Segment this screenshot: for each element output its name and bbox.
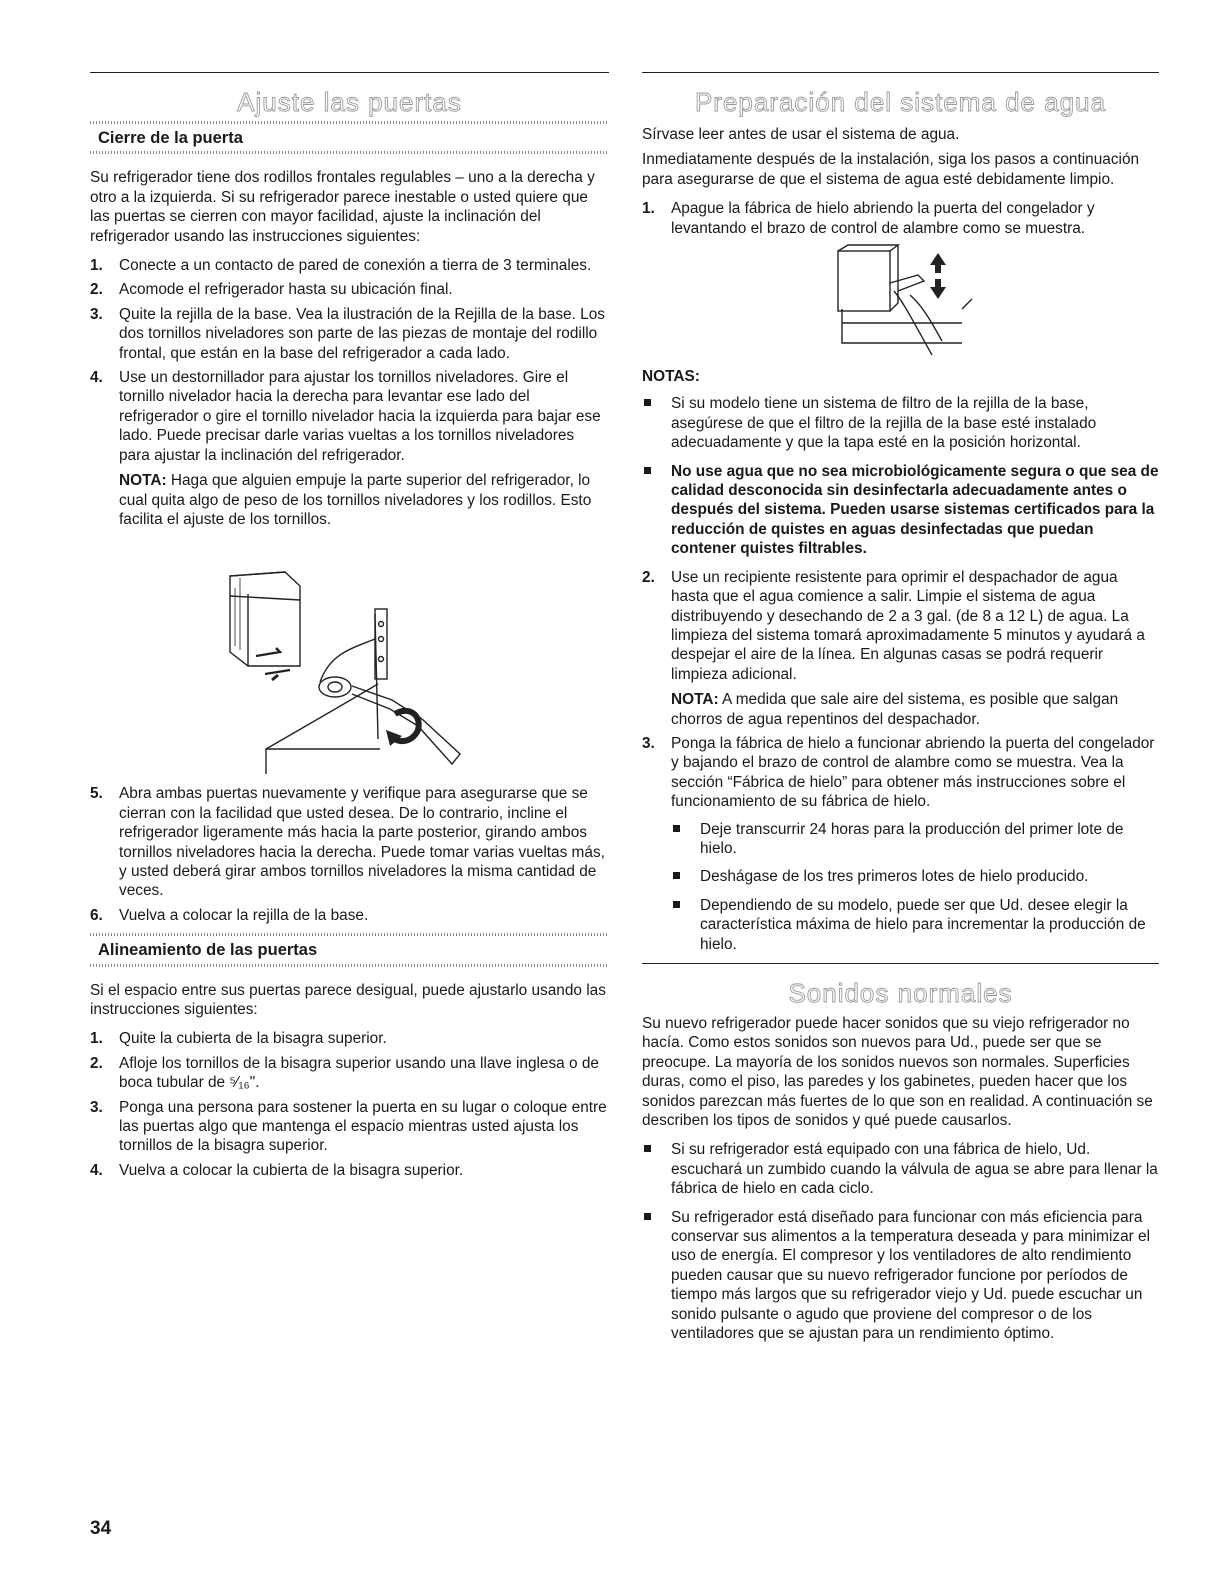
- step-number: 2.: [90, 281, 103, 299]
- section-title-preparacion: Preparación del sistema de agua: [694, 87, 1107, 117]
- sonidos-intro: Su nuevo refrigerador puede hacer sonidos que su viejo refrigerador no hacía. Como estos sonidos son nuevos para Ud., puede ser que se preocupe. La mayoría de los sonidos nuevos son normales. Superficies duras, como el piso, las paredes y los gabinetes, pueden hacer que los sonidos parezcan más fuertes de lo que son en realidad. A continuación se describen los tipos de sonidos y qué puede causarlos.: [642, 1015, 1153, 1130]
- cierre-steps: [90, 256, 609, 529]
- subheading-alineamiento: Alineamiento de las puertas: [98, 941, 318, 960]
- step-number: 3.: [642, 734, 655, 752]
- section-title-ajuste: Ajuste las puertas: [237, 87, 462, 117]
- bullet-icon: [644, 1145, 651, 1152]
- step-text: Ponga la fábrica de hielo a funcionar abriendo la puerta del congelador y bajando el brazo de control de alambre como se muestra. Vea la sección “Fábrica de hielo” para obtener más instrucciones sobre el funcionamiento de su fábrica de hielo.: [671, 734, 1155, 811]
- step-text: Vuelva a colocar la cubierta de la bisagra superior.: [119, 1161, 464, 1179]
- list-item: [90, 368, 609, 529]
- list-item: [90, 1054, 609, 1093]
- step-number: 1.: [642, 200, 655, 218]
- step-number: 4.: [90, 1161, 103, 1179]
- intro-line: Sírvase leer antes de usar el sistema de agua.: [642, 126, 960, 143]
- list-item: [642, 462, 1159, 559]
- nota: [119, 471, 609, 529]
- step-text: Ponga una persona para sostener la puerta en su lugar o coloque entre las puertas algo que mantenga el espacio mientras usted ajusta los tornillos de la bisagra superior.: [119, 1098, 607, 1155]
- bullet-icon: [673, 825, 680, 832]
- water-steps-continued: [642, 568, 1159, 954]
- list-item: [642, 1140, 1159, 1198]
- note-label: NOTA:: [119, 472, 167, 490]
- divider: [90, 964, 609, 967]
- list-item: [90, 256, 609, 275]
- sonidos-list: [642, 1140, 1159, 1343]
- note-text: A medida que sale aire del sistema, es posible que salgan chorros de agua repentinos del despachador.: [671, 691, 1119, 728]
- bullet-icon: [644, 467, 651, 474]
- step-text: Quite la cubierta de la bisagra superior.: [119, 1030, 387, 1048]
- notas-list: [642, 394, 1159, 558]
- cierre-steps-continued: [90, 784, 609, 925]
- left-column: [90, 72, 609, 1185]
- top-rule: [90, 72, 609, 73]
- step-number: 2.: [90, 1054, 103, 1072]
- list-item: [642, 394, 1159, 452]
- step-number: 2.: [642, 568, 655, 586]
- step-text: Afloje los tornillos de la bisagra superior usando una llave inglesa o de boca tubular de ⁵⁄₁₆".: [119, 1054, 599, 1092]
- bullet-icon: [644, 399, 651, 406]
- leveling-screw-illustration: [90, 534, 609, 774]
- subheading-cierre: Cierre de la puerta: [98, 129, 243, 147]
- list-item: [671, 896, 1159, 954]
- step-text: Vuelva a colocar la rejilla de la base.: [119, 906, 369, 924]
- ice-maker-arm-illustration: [642, 243, 1159, 361]
- divider: [90, 151, 609, 154]
- list-item: [90, 1161, 609, 1180]
- list-item: [90, 280, 609, 299]
- nota: [671, 690, 1159, 729]
- step-text: Abra ambas puertas nuevamente y verifique para asegurarse que se cierran con la facilidad que usted desea. De lo contrario, incline el refrigerador ligeramente más hacia la parte posterior, girando ambos tornillos niveladores hacia la derecha. Puede tomar varias vueltas más, y usted deberá girar ambos tornillos niveladores la misma cantidad de veces.: [119, 785, 605, 900]
- bullet-text: Deje transcurrir 24 horas para la producción del primer lote de hielo.: [700, 820, 1124, 857]
- list-item: [671, 867, 1159, 886]
- bullet-text: Su refrigerador está diseñado para funcionar con más eficiencia para conservar sus alimentos a la temperatura deseada y para minimizar el uso de energía. El compresor y los ventiladores de alto rendimiento pueden causar que su nuevo refrigerador funcione por períodos de tiempo más largos que su refrigerador viejo y Ud. puede escuchar un sonido pulsante o agudo que proviene del compresor o de los ventiladores que se ajustan para un rendimiento óptimo.: [671, 1208, 1151, 1343]
- step-text: Quite la rejilla de la base. Vea la ilustración de la Rejilla de la base. Los dos tornillos niveladores son parte de las piezas de montaje del rodillo frontal, que están en la base del refrigerador a cada lado.: [119, 305, 605, 362]
- list-item: [642, 1208, 1159, 1344]
- cierre-intro: Su refrigerador tiene dos rodillos frontales regulables – uno a la derecha y otro a la izquierda. Si su refrigerador parece inestable o usted quiere que las puertas se cierren con mayor facilidad, ajuste la inclinación del refrigerador usando las instrucciones siguientes:: [90, 169, 595, 245]
- step-text: Acomode el refrigerador hasta su ubicación final.: [119, 281, 453, 299]
- note-text: Haga que alguien empuje la parte superior del refrigerador, lo cual quita algo de peso de los tornillos niveladores y los rodillos. Esto facilita el ajuste de los tornillos.: [119, 472, 592, 528]
- nota-text: Si su modelo tiene un sistema de filtro de la rejilla de la base, asegúrese de que el filtro de la rejilla de la base esté instalado adecuadamente y que la tapa esté en la posición horizontal.: [671, 395, 1097, 452]
- top-rule: [642, 72, 1159, 73]
- bullet-text: Deshágase de los tres primeros lotes de hielo producido.: [700, 868, 1089, 886]
- step-text: Apague la fábrica de hielo abriendo la puerta del congelador y levantando el brazo de control de alambre como se muestra.: [671, 200, 1095, 237]
- bullet-icon: [673, 872, 680, 879]
- water-steps: [642, 199, 1159, 238]
- step-number: 3.: [90, 305, 103, 323]
- notas-heading: NOTAS:: [642, 368, 700, 386]
- step-number: 3.: [90, 1098, 103, 1116]
- bullet-icon: [673, 901, 680, 908]
- list-item: [90, 305, 609, 363]
- list-item: [642, 199, 1159, 238]
- bullet-icon: [644, 1213, 651, 1220]
- list-item: [90, 784, 609, 900]
- step-text: Use un recipiente resistente para oprimir el despachador de agua hasta que el agua comience a salir. Limpie el sistema de agua distribuyendo y desechando de 2 a 3 gal. (de 8 a 12 L) de agua. La limpieza del sistema tomará aproximadamente 5 minutos y ayudará a despejar el aire de la línea. En algunas casas se podrá requerir limpieza adicional.: [671, 568, 1145, 683]
- step-number: 1.: [90, 1030, 103, 1048]
- step-text: Conecte a un contacto de pared de conexión a tierra de 3 terminales.: [119, 257, 592, 275]
- bullet-text: Si su refrigerador está equipado con una fábrica de hielo, Ud. escuchará un zumbido cuando la válvula de agua se abre para llenar la fábrica de hielo en cada ciclo.: [671, 1141, 1158, 1198]
- step-number: 6.: [90, 906, 103, 924]
- step-number: 5.: [90, 785, 103, 803]
- list-item: [90, 1098, 609, 1156]
- list-item: [642, 734, 1159, 954]
- step-number: 1.: [90, 257, 103, 275]
- alineamiento-steps: [90, 1029, 609, 1180]
- bullet-text: Dependiendo de su modelo, puede ser que Ud. desee elegir la característica máxima de hielo para incrementar la producción de hielo.: [700, 896, 1146, 953]
- list-item: [90, 1029, 609, 1048]
- right-column: [642, 72, 1159, 1353]
- alineamiento-intro: Si el espacio entre sus puertas parece desigual, puede ajustarlo usando las instrucciones siguientes:: [90, 981, 606, 1018]
- step-number: 4.: [90, 369, 103, 387]
- section-title-sonidos: Sonidos normales: [788, 978, 1013, 1008]
- note-label: NOTA:: [671, 691, 719, 709]
- section-rule: [642, 963, 1159, 964]
- step-text: Use un destornillador para ajustar los tornillos niveladores. Gire el tornillo nivelador hacia la derecha para levantar ese lado del refrigerador o gire el tornillo nivelador hacia la izquierda para bajar ese lado. Puede precisar darle varias vueltas a los tornillos niveladores para ajustar la inclinación del refrigerador.: [119, 369, 601, 464]
- step3-bullets: [671, 820, 1159, 954]
- intro-paragraph: Inmediatamente después de la instalación, siga los pasos a continuación para asegurarse de que el sistema de agua esté debidamente limpio.: [642, 151, 1140, 188]
- page-number: 34: [90, 1518, 112, 1539]
- list-item: [671, 820, 1159, 859]
- list-item: [90, 906, 609, 925]
- list-item: [642, 568, 1159, 729]
- nota-warning: No use agua que no sea microbiológicamente segura o que sea de calidad desconocida sin desinfectarla adecuadamente antes o después del sistema. Pueden usarse sistemas certificados para la reducción de quistes en aguas desinfectadas que puedan contener quistes filtrables.: [671, 462, 1159, 558]
